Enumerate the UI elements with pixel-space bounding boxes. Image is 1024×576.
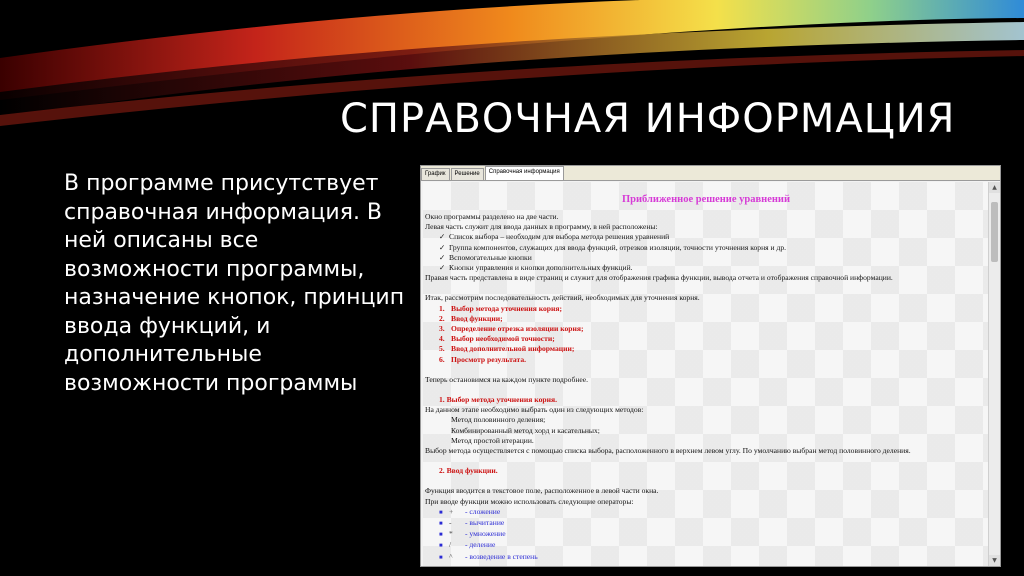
list-item: 3. Определение отрезка изоляции корня; <box>439 324 584 334</box>
list-item: ✓ Вспомогательные кнопки <box>439 252 532 262</box>
help-content <box>423 182 989 566</box>
list-item: 2. Ввод функции; <box>439 313 503 323</box>
list-item: ■ / - деление <box>423 540 989 551</box>
check-icon: ✓ <box>439 252 446 262</box>
intro-line: Левая часть служит для ввода данных в программу, в ней расположены: <box>425 222 658 232</box>
list-item: 4. Выбор необходимой точности; <box>439 334 555 344</box>
check-icon: ✓ <box>439 232 446 242</box>
scroll-thumb[interactable] <box>991 202 998 262</box>
list-item: 6. Просмотр результата. <box>439 354 527 364</box>
slide-body-text: В программе присутствует справочная информация. В ней описаны все возможности программы, назначение кнопок, принцип ввода функций, и дополнительные возможности программы <box>64 171 405 396</box>
list-item: Метод половинного деления; <box>451 415 546 425</box>
list-item: ✓ Кнопки управления и кнопки дополнительных функций. <box>439 263 633 273</box>
right-part-text: Правая часть представлена в виде страниц и служит для отображения графика функции, вывода отчета и отображения справочной информации. <box>425 273 893 283</box>
tab-bar <box>421 166 1000 181</box>
steps-intro: Итак, рассмотрим последовательность действий, необходимых для уточнения корня. <box>425 293 700 303</box>
scroll-down-icon[interactable]: ▼ <box>989 555 1000 566</box>
vertical-scrollbar[interactable] <box>988 182 1000 566</box>
tab-solution[interactable]: Решение <box>451 168 484 180</box>
intro-line: Окно программы разделено на две части. <box>425 212 559 221</box>
scroll-up-icon[interactable]: ▲ <box>989 182 1000 193</box>
list-item: 5. Ввод дополнительной информации; <box>439 344 575 354</box>
tab-graph[interactable]: График <box>421 168 450 180</box>
list-item: ■ ^ - возведение в степень <box>423 552 989 563</box>
bullet-icon: ■ <box>439 509 443 516</box>
section-text: Выбор метода осуществляется с помощью списка выбора, расположенного в верхнем левом углу. По умолчанию выбран метод половинного деления. <box>425 446 911 456</box>
tab-help[interactable]: Справочная информация <box>485 166 564 180</box>
section-text: На данном этапе необходимо выбрать один из следующих методов: <box>425 405 644 415</box>
slide-title: СПРАВОЧНАЯ ИНФОРМАЦИЯ <box>340 96 956 142</box>
list-item: ✓ Список выбора – необходим для выбора метода решения уравнений <box>439 232 670 242</box>
section-text: При вводе функции можно использовать следующие операторы: <box>425 496 634 506</box>
list-item: Комбинированный метод хорд и касательных; <box>451 425 600 435</box>
list-item: ■ * - умножение <box>423 529 989 540</box>
bullet-icon: ■ <box>439 554 443 561</box>
list-item: ■ + - сложение <box>423 507 989 518</box>
bullet-icon: ■ <box>439 521 443 528</box>
bullet-icon: ■ <box>439 543 443 550</box>
list-item: ✓ Группа компонентов, служащих для ввода функций, отрезков изоляции, точности уточнения корня и др. <box>439 242 787 252</box>
detail-intro: Теперь остановимся на каждом пункте подробнее. <box>425 374 589 384</box>
section-heading: 1. Выбор метода уточнения корня. <box>439 395 557 405</box>
check-icon: ✓ <box>439 263 446 273</box>
list-item: ■ - - вычитание <box>423 518 989 529</box>
section-text: Функция вводится в текстовое поле, расположенное в левой части окна. <box>425 486 659 496</box>
section-heading: 2. Ввод функции. <box>439 466 498 476</box>
check-icon: ✓ <box>439 242 446 252</box>
bullet-icon: ■ <box>439 532 443 539</box>
list-item: Метод простой итерации. <box>451 435 534 445</box>
help-title: Приближенное решение уравнений <box>621 194 791 205</box>
app-screenshot <box>420 165 1001 567</box>
list-item: 1. Выбор метода уточнения корня; <box>439 303 563 313</box>
